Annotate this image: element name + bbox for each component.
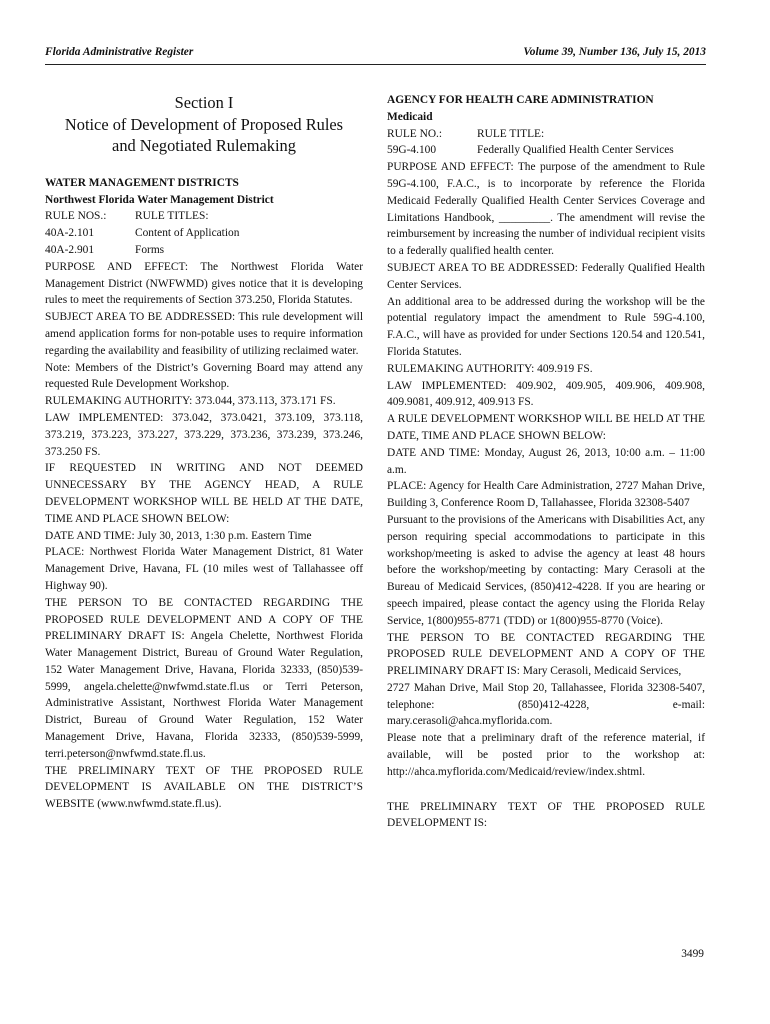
note-paragraph: Note: Members of the District’s Governing Board may attend any requested Rule Development Workshop. — [45, 361, 363, 391]
contact-paragraph: THE PERSON TO BE CONTACTED REGARDING THE PROPOSED RULE DEVELOPMENT AND A COPY OF THE PRELIMINARY DRAFT IS: Angela Chelette, Northwest Florida Water Management District, Bureau of Ground Water Regulation, 152 Water Management Drive, Havana, Florida 32333, (850)539-5999, angela.chelette@nwfwmd.state.fl.us or Terri Peterson, Administrative Assistant, Northwest Florida Water Management District, Bureau of Ground Water Regulation, 152 Water Management Drive, Havana, Florida 32333, (850)539-5999, terri.peterson@nwfwmd.state.fl.us. — [45, 596, 363, 760]
workshop-paragraph: A RULE DEVELOPMENT WORKSHOP WILL BE HELD AT THE DATE, TIME AND PLACE SHOWN BELOW: — [387, 413, 705, 442]
date-paragraph: DATE AND TIME: Monday, August 26, 2013, 10:00 a.m. – 11:00 a.m. — [387, 446, 705, 476]
section-title — [45, 92, 363, 157]
rule-row — [387, 142, 705, 159]
accommodations-paragraph: Pursuant to the provisions of the Americans with Disabilities Act, any person requiring special accommodations to participate in this workshop/meeting is asked to advise the agency at least 48 hours before the workshop/meeting by contacting: Mary Cerasoli at the Bureau of Medicaid Services, (850)412-4228. If you are hearing or speech impaired, please contact the agency using the Florida Relay Service, 1(800)955-8771 (TDD) or 1(800)955-8770 (Voice). — [387, 513, 705, 627]
section-title-line-3: and Negotiated Rulemaking — [112, 136, 296, 156]
agency-name: Northwest Florida Water Management District — [45, 193, 274, 206]
rule-title: Forms — [135, 243, 165, 256]
subject-paragraph: SUBJECT AREA TO BE ADDRESSED: Federally Qualified Health Center Services. — [387, 261, 705, 291]
rule-row — [45, 242, 363, 259]
law-paragraph: LAW IMPLEMENTED: 373.042, 373.0421, 373.109, 373.118, 373.219, 373.223, 373.227, 373.229, 373.236, 373.239, 373.246, 373.250 FS. — [45, 411, 363, 458]
place-paragraph: PLACE: Northwest Florida Water Management District, 81 Water Management Drive, Havana, FL (10 miles west of Tallahassee off Highway 90). — [45, 546, 363, 592]
issue-info: Volume 39, Number 136, July 15, 2013 — [523, 46, 706, 58]
purpose-paragraph: PURPOSE AND EFFECT: The Northwest Florida Water Management District (NWFWMD) gives notice that it is developing rules to meet the requirements of Section 373.250, Florida Statutes. — [45, 260, 363, 307]
rule-row — [45, 225, 363, 242]
agency-name: Medicaid — [387, 110, 433, 123]
rule-number: 59G-4.100 — [387, 144, 437, 157]
rule-header-row — [45, 208, 363, 225]
rule-title: Federally Qualified Health Center Services — [477, 144, 674, 157]
rule-number: 40A-2.901 — [45, 243, 95, 256]
draft-note-paragraph: Please note that a preliminary draft of the reference material, if available, will be posted prior to the workshop at: http://ahca.myflorida.com/Medicaid/review/index.shtml. — [387, 732, 705, 778]
right-column — [387, 92, 705, 832]
workshop-paragraph: IF REQUESTED IN WRITING AND NOT DEEMED UNNECESSARY BY THE AGENCY HEAD, A RULE DEVELOPMENT WORKSHOP WILL BE HELD AT THE DATE, TIME AND PLACE SHOWN BELOW: — [45, 462, 363, 525]
date-paragraph: DATE AND TIME: July 30, 2013, 1:30 p.m. Eastern Time — [45, 529, 312, 542]
publication-title: Florida Administrative Register — [45, 46, 194, 58]
rule-no-label: RULE NO.: — [387, 127, 443, 140]
rule-title: Content of Application — [135, 227, 240, 240]
law-paragraph: LAW IMPLEMENTED: 409.902, 409.905, 409.906, 409.908, 409.9081, 409.912, 409.913 FS. — [387, 379, 705, 409]
page-number: 3499 — [681, 948, 704, 960]
section-title-line-1: Section I — [174, 93, 234, 112]
rule-nos-label: RULE NOS.: — [45, 210, 107, 223]
subject-paragraph: SUBJECT AREA TO BE ADDRESSED: This rule development will amend application forms for non-potable uses to require information regarding the availability and feasibility of utilizing reclaimed water. — [45, 311, 363, 357]
spacer — [387, 781, 705, 799]
preliminary-text-paragraph: THE PRELIMINARY TEXT OF THE PROPOSED RULE DEVELOPMENT IS AVAILABLE ON THE DISTRICT’S WEBSITE (www.nwfwmd.state.fl.us). — [45, 764, 363, 811]
purpose-paragraph: PURPOSE AND EFFECT: The purpose of the amendment to Rule 59G-4.100, F.A.C., is to incorporate by reference the Florida Medicaid Federally Qualified Health Center Services Coverage and Limitations Handbook, _________. The amendment will revise the reimbursement by increasing the number of individual recipient visits to a federally qualified health center. — [387, 161, 705, 258]
authority-paragraph: RULEMAKING AUTHORITY: 409.919 FS. — [387, 362, 593, 375]
contact-paragraph: THE PERSON TO BE CONTACTED REGARDING THE PROPOSED RULE DEVELOPMENT AND A COPY OF THE PRELIMINARY DRAFT IS: Mary Cerasoli, Medicaid Services, — [387, 631, 705, 678]
rule-titles-label: RULE TITLES: — [135, 210, 209, 223]
place-paragraph: PLACE: Agency for Health Care Administration, 2727 Mahan Drive, Building 3, Conference Room D, Tallahassee, Florida 32308-5407 — [387, 480, 705, 510]
section-title-line-2: Notice of Development of Proposed Rules — [64, 114, 344, 134]
category-heading: AGENCY FOR HEALTH CARE ADMINISTRATION — [387, 94, 654, 106]
rule-header-row — [387, 126, 705, 143]
category-heading: WATER MANAGEMENT DISTRICTS — [45, 176, 239, 189]
preliminary-text-paragraph: THE PRELIMINARY TEXT OF THE PROPOSED RULE DEVELOPMENT IS: — [387, 800, 705, 830]
rule-title-label: RULE TITLE: — [477, 127, 545, 140]
left-column — [45, 92, 363, 813]
rule-number: 40A-2.101 — [45, 227, 95, 240]
additional-area-paragraph: An additional area to be addressed during the workshop will be the potential regulatory impact the amendment to Rule 59G-4.100, F.A.C., will have as provided for under Sections 120.54 and 120.541, Florida Statutes. — [387, 295, 705, 358]
authority-paragraph: RULEMAKING AUTHORITY: 373.044, 373.113, 373.171 FS. — [45, 395, 336, 408]
running-header — [45, 44, 706, 65]
address-paragraph: 2727 Mahan Drive, Mail Stop 20, Tallahassee, Florida 32308-5407, telephone: (850)412-4228, e-mail: mary.cerasoli@ahca.myflorida.com. — [387, 681, 705, 728]
